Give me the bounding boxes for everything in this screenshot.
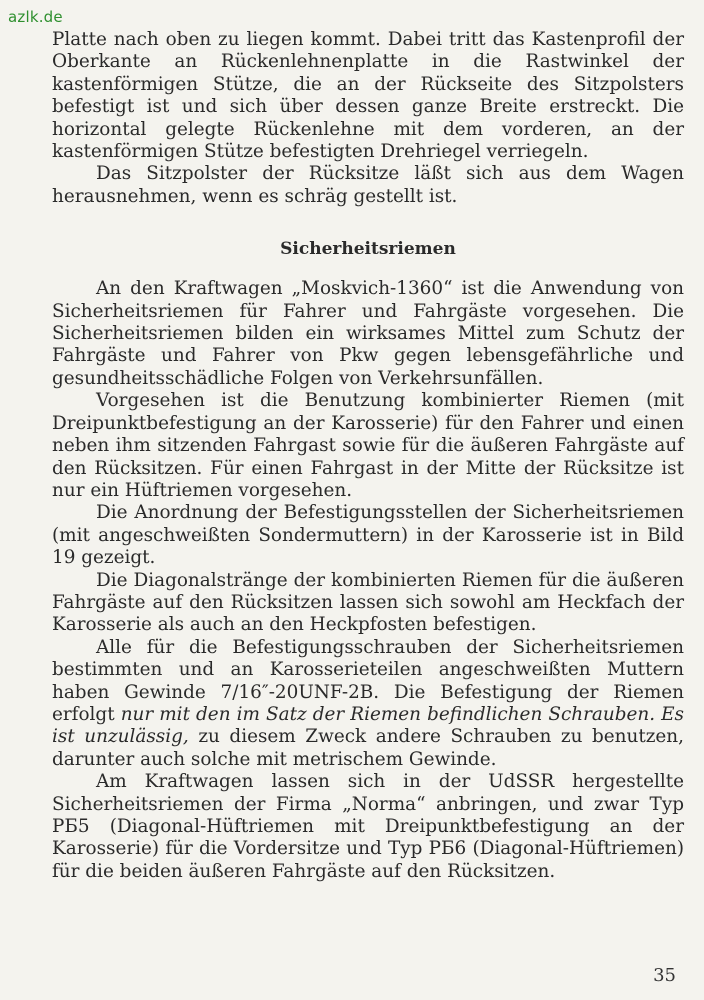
- paragraph-seat-cushion: Das Sitzpolster der Rücksitze läßt sich aus dem Wagen herausnehmen, wenn es schräg gestellt ist.: [52, 163, 684, 207]
- paragraph-ussr-belts: Am Kraftwagen lassen sich in der UdSSR hergestellte Sicherheitsriemen der Firma „Norma“ anbringen, und zwar Typ РБ5 (Diagonal-Hüftriemen mit Dreipunktbefestigung an der Karosserie) für die Vordersitze und Typ РБ6 (Diagonal-Hüftriemen) für die beiden äußeren Fahrgäste auf den Rücksitzen.: [52, 771, 684, 882]
- page-body: [52, 29, 684, 883]
- paragraph-combined-belts: Vorgesehen ist die Benutzung kombinierter Riemen (mit Dreipunktbefestigung an der Karosserie) für den Fahrer und einen neben ihm sitzenden Fahrgast sowie für die äußeren Fahrgäste auf den Rücksitzen. Für einen Fahrgast in der Mitte der Rücksitze ist nur ein Hüftriemen vorgesehen.: [52, 390, 684, 501]
- bolts-text-end: zu diesem Zweck andere Schrauben zu benutzen, darunter auch solche mit metrischem Gewinde.: [52, 726, 684, 770]
- bolts-text-start: Alle für die Befestigungsschrauben der Sicherheitsriemen bestimmten und an Karosserieteilen angeschweißten Muttern haben Gewinde 7/16″-20UNF-2B. Die Befestigung der Riemen erfolgt: [52, 636, 684, 725]
- paragraph-belts-intro: An den Kraftwagen „Moskvich-1360“ ist die Anwendung von Sicherheitsriemen für Fahrer und Fahrgäste vorgesehen. Die Sicherheitsriemen bilden ein wirksames Mittel zum Schutz der Fahrgäste und Fahrer von Pkw gegen lebensgefährliche und gesundheitsschädliche Folgen von Verkehrsunfällen.: [52, 278, 684, 389]
- paragraph-diagonal-straps: Die Diagonalstränge der kombinierten Riemen für die äußeren Fahrgäste auf den Rücksitzen lassen sich sowohl am Heckfach der Karosserie als auch an den Heckpfosten befestigen.: [52, 569, 684, 636]
- bolts-text-emphasis: nur mit den im Satz der Riemen befindlichen Schrauben. Es ist unzulässig,: [52, 703, 684, 748]
- paragraph-bolts: [52, 637, 684, 771]
- paragraph-anchor-points: Die Anordnung der Befestigungsstellen der Sicherheitsriemen (mit angeschweißten Sondermuttern) in der Karosserie ist in Bild 19 gezeigt.: [52, 502, 684, 569]
- paragraph-backrest-continued: Platte nach oben zu liegen kommt. Dabei tritt das Kastenprofil der Oberkante an Rückenlehnenplatte in die Rastwinkel der kastenförmigen Stütze, die an der Rückseite des Sitzpolsters befestigt ist und sich über dessen ganze Breite erstreckt. Die horizontal gelegte Rückenlehne mit dem vorderen, an der kastenförmigen Stütze befestigten Drehriegel verriegeln.: [52, 29, 684, 163]
- site-watermark: azlk.de: [8, 8, 63, 26]
- page-number: 35: [653, 965, 676, 986]
- section-heading: Sicherheitsriemen: [280, 239, 456, 260]
